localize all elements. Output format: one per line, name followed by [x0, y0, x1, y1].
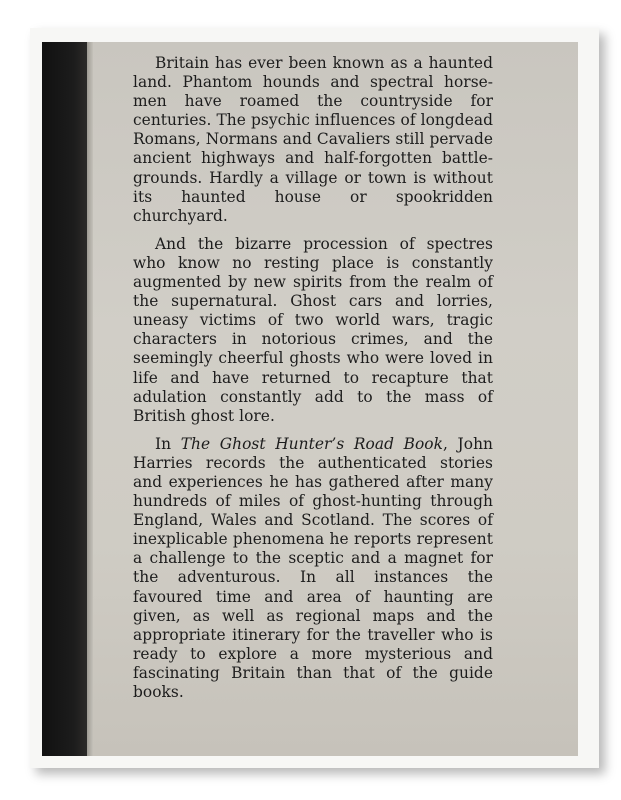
- paragraph-3-rest: , John Harries records the authenticated stories and experiences he has gathered after many hundreds of miles of ghost-hunting through England, Wales and Scotland. The scores of inexplicable phenomena he reports represent a challenge to the sceptic and a magnet for the adventurous. In all instances the favoured time and area of haunting are given, as well as regional maps and the appropriate itinerary for the traveller who is ready to explore a more mysterious and fascinating Britain than that of the guide books.: [133, 434, 493, 701]
- book-back-cover-photo: [42, 42, 578, 756]
- page-edge: [87, 42, 93, 756]
- blurb-paragraph-2: And the bizarre procession of spectres who know no resting place is constantly augmented by new spirits from the realm of the supernatural. Ghost cars and lorries, uneasy victims of two world wars, tragic characters in notorious crimes, and the seemingly cheerful ghosts who were loved in life and have returned to recapture that adulation constantly add to the mass of British ghost lore.: [133, 234, 493, 425]
- book-title: The Ghost Hunter’s Road Book: [180, 434, 443, 453]
- blurb-paragraph-3: [133, 435, 493, 702]
- book-spine: [42, 42, 87, 756]
- blurb-text: [133, 54, 493, 711]
- blurb-paragraph-1: Britain has ever been known as a haunted land. Phantom hounds and spectral horsemen have roamed the countryside for centuries. The psychic influences of longdead Romans, Normans and Cavaliers still pervade ancient highways and half-forgotten battle-grounds. Hardly a village or town is without its haunted house or spookridden churchyard.: [133, 54, 493, 225]
- paragraph-3-prefix: In: [155, 434, 181, 453]
